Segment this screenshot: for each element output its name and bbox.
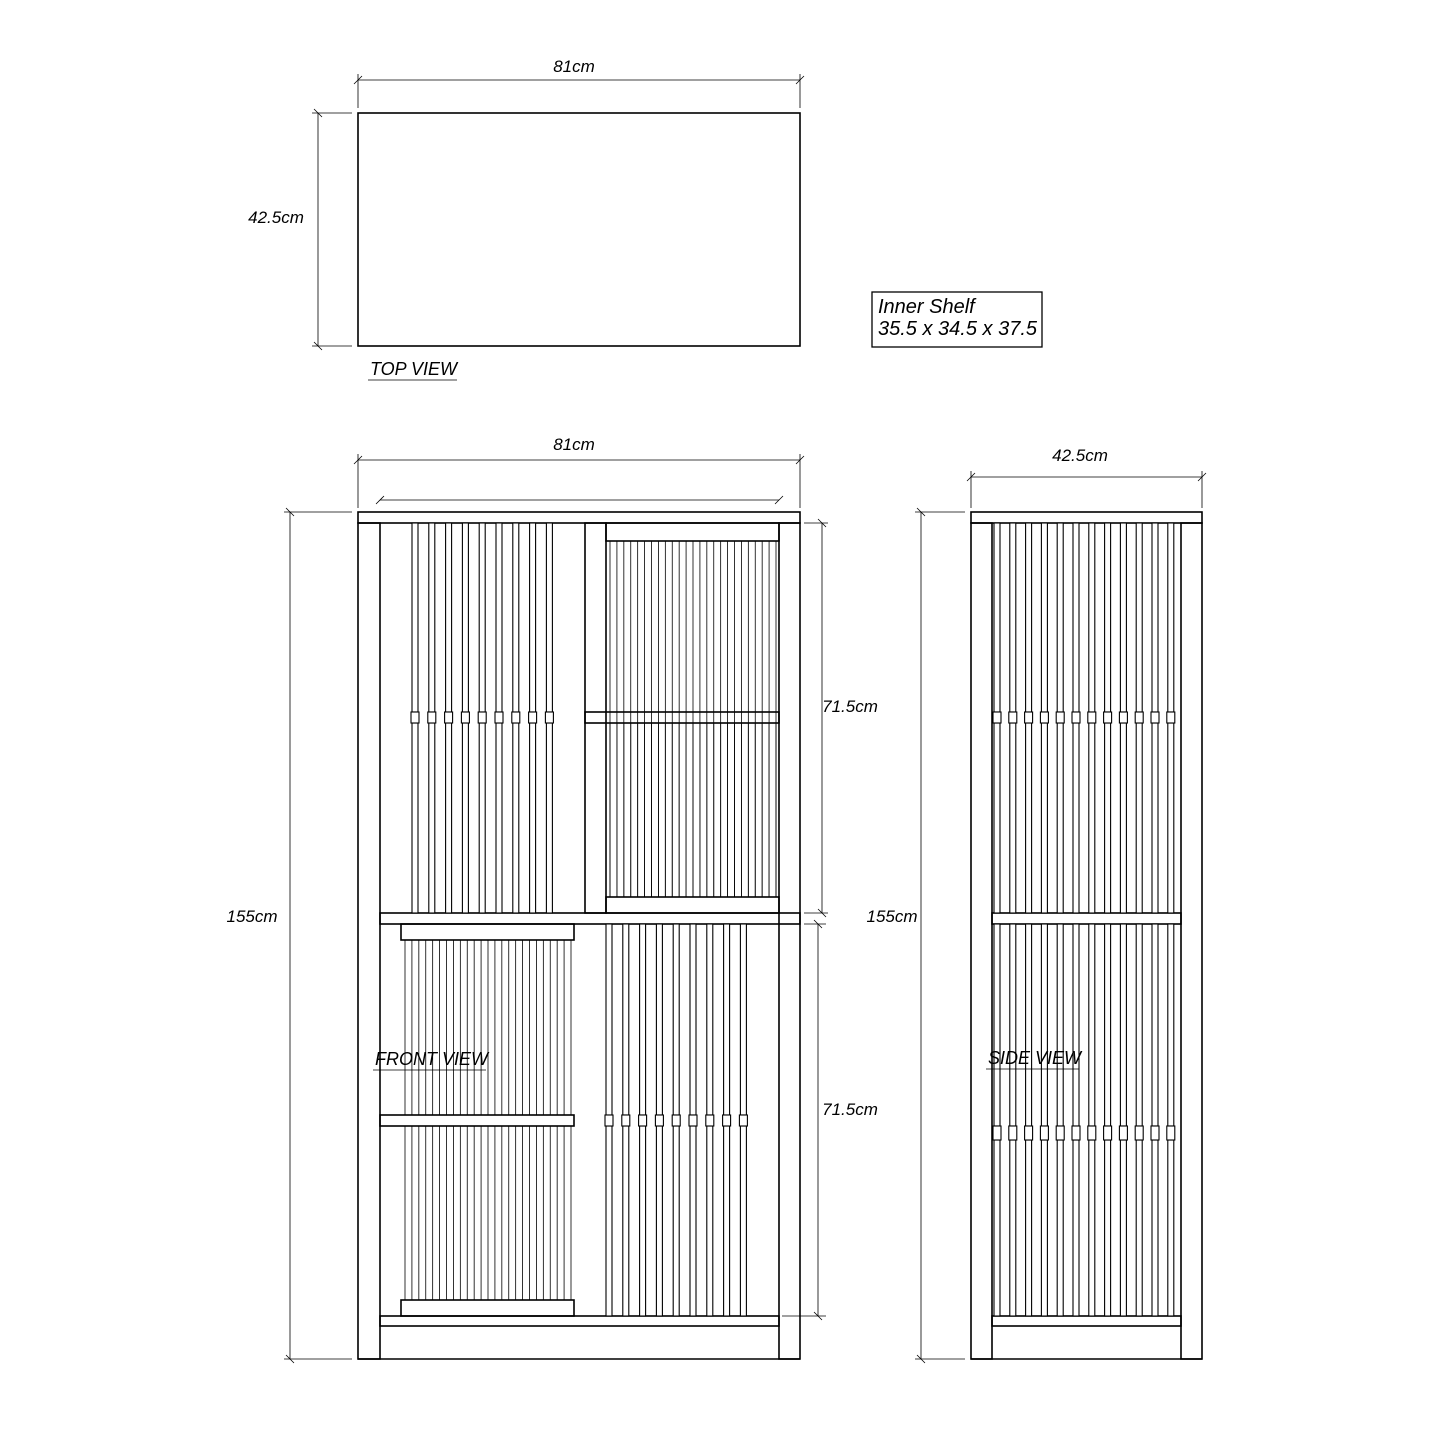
slat-bar (740, 1126, 746, 1316)
slat-bar (479, 523, 485, 712)
slat-crossbar-stub (461, 712, 469, 723)
slat-crossbar-stub (1088, 1126, 1096, 1140)
slat-bar (1152, 1140, 1158, 1316)
slat-bar (429, 723, 435, 913)
side-bottom-rail (992, 1316, 1181, 1326)
slat-crossbar-stub (639, 1115, 647, 1126)
slat-crossbar-stub (1072, 712, 1080, 723)
slat-crossbar-stub (545, 712, 553, 723)
slat-bar (1152, 523, 1158, 712)
slat-crossbar-stub (622, 1115, 630, 1126)
front-lower-section-label: 71.5cm (822, 1100, 878, 1119)
slat-crossbar-stub (706, 1115, 714, 1126)
slat-bar (1120, 723, 1126, 913)
slat-crossbar-stub (1056, 1126, 1064, 1140)
slat-bar (1041, 723, 1047, 913)
slat-bar (546, 723, 552, 913)
front-width-label: 81cm (553, 435, 595, 454)
front-upper-divider (585, 523, 606, 913)
slat-crossbar-stub (723, 1115, 731, 1126)
front-top-board (358, 512, 800, 523)
front-height-label: 155cm (226, 907, 278, 926)
slat-bar (1136, 924, 1142, 1126)
front-bottom-shelf (380, 1316, 779, 1326)
slat-crossbar-stub (1040, 1126, 1048, 1140)
slat-bar (1010, 1140, 1016, 1316)
side-height-dimension (915, 508, 965, 1363)
side-right-post (1181, 523, 1202, 1359)
slat-bar (1089, 723, 1095, 913)
slat-bar (1136, 723, 1142, 913)
slat-bar (1073, 1140, 1079, 1316)
slat-bar (994, 523, 1000, 712)
slat-bar (1041, 523, 1047, 712)
slat-bar (606, 1126, 612, 1316)
slat-bar (1041, 924, 1047, 1126)
slat-crossbar-stub (1167, 712, 1175, 723)
slat-crossbar-stub (1056, 712, 1064, 723)
slat-bar (1026, 1140, 1032, 1316)
top-view-width-dimension (354, 74, 804, 108)
slat-crossbar-stub (428, 712, 436, 723)
front-left-post (358, 523, 380, 1359)
slat-crossbar-stub (1088, 712, 1096, 723)
inner-shelf-title: Inner Shelf (878, 296, 975, 318)
slat-crossbar-stub (512, 712, 520, 723)
lower-left-door (380, 924, 574, 1316)
side-depth-label: 42.5cm (1052, 446, 1108, 465)
slat-bar (462, 523, 468, 712)
slat-crossbar-stub (1135, 712, 1143, 723)
slat-bar (623, 1126, 629, 1316)
front-upper-section-label: 71.5cm (822, 697, 878, 716)
slat-bar (530, 523, 536, 712)
slat-crossbar-stub (1040, 712, 1048, 723)
slat-crossbar-stub (689, 1115, 697, 1126)
slat-bar (1136, 523, 1142, 712)
slat-bar (724, 924, 730, 1115)
slat-bar (1073, 523, 1079, 712)
front-view-title: FRONT VIEW (375, 1049, 488, 1069)
slat-bar (546, 523, 552, 712)
slat-crossbar-stub (1104, 1126, 1112, 1140)
front-height-dimension (284, 508, 352, 1363)
inner-shelf-note (872, 292, 1042, 347)
slat-bar (1105, 924, 1111, 1126)
slat-bar (1168, 723, 1174, 913)
slat-bar (513, 723, 519, 913)
slat-bar (496, 523, 502, 712)
slat-bar (1041, 1140, 1047, 1316)
slat-bar (690, 924, 696, 1115)
front-lower-section-dimension (782, 920, 826, 1320)
slat-bar (994, 924, 1000, 1126)
slat-bar (1010, 723, 1016, 913)
slat-bar (446, 523, 452, 712)
slat-bar (656, 1126, 662, 1316)
slat-bar (656, 924, 662, 1115)
slat-crossbar-stub (1009, 712, 1017, 723)
slat-bar (1026, 924, 1032, 1126)
lower-right-door (605, 924, 747, 1316)
slat-bar (1057, 723, 1063, 913)
slat-bar (479, 723, 485, 913)
slat-bar (707, 1126, 713, 1316)
slat-bar (1168, 1140, 1174, 1316)
front-view (226, 435, 877, 1363)
slat-crossbar-stub (605, 1115, 613, 1126)
slat-bar (690, 1126, 696, 1316)
slat-bar (640, 1126, 646, 1316)
slat-crossbar-stub (1119, 712, 1127, 723)
slat-bar (1152, 924, 1158, 1126)
slat-bar (1105, 1140, 1111, 1316)
slat-bar (1120, 1140, 1126, 1316)
slat-bar (724, 1126, 730, 1316)
side-middle-rail (992, 913, 1181, 924)
slat-crossbar-stub (1167, 1126, 1175, 1140)
slat-bar (1073, 723, 1079, 913)
top-view-outline (358, 113, 800, 346)
slat-crossbar-stub (1025, 1126, 1033, 1140)
front-middle-shelf (380, 913, 800, 924)
slat-crossbar-stub (1151, 712, 1159, 723)
slat-bar (496, 723, 502, 913)
slat-bar (640, 924, 646, 1115)
side-top-board (971, 512, 1202, 523)
slat-bar (1057, 1140, 1063, 1316)
slat-crossbar-stub (478, 712, 486, 723)
slat-bar (1073, 924, 1079, 1126)
slat-bar (1010, 523, 1016, 712)
side-depth-dimension (967, 471, 1206, 508)
top-view-width-label: 81cm (553, 57, 595, 76)
top-view (248, 57, 804, 380)
slat-bar (429, 523, 435, 712)
slat-crossbar-stub (411, 712, 419, 723)
slat-bar (412, 523, 418, 712)
slat-bar (1057, 924, 1063, 1126)
slat-crossbar-stub (993, 1126, 1001, 1140)
slat-bar (1026, 523, 1032, 712)
slat-bar (412, 723, 418, 913)
slat-bar (1089, 924, 1095, 1126)
slat-bar (462, 723, 468, 913)
slat-crossbar-stub (739, 1115, 747, 1126)
slat-bar (1057, 523, 1063, 712)
slat-crossbar-stub (495, 712, 503, 723)
slat-bar (623, 924, 629, 1115)
side-left-post (971, 523, 992, 1359)
slat-bar (446, 723, 452, 913)
slat-crossbar-stub (993, 712, 1001, 723)
top-view-title: TOP VIEW (370, 359, 458, 379)
slat-crossbar-stub (672, 1115, 680, 1126)
upper-right-door (585, 523, 779, 913)
slat-bar (1168, 924, 1174, 1126)
top-view-depth-label: 42.5cm (248, 208, 304, 227)
slat-bar (673, 924, 679, 1115)
slat-crossbar-stub (1104, 712, 1112, 723)
slat-bar (1136, 1140, 1142, 1316)
slat-crossbar-stub (1025, 712, 1033, 723)
front-right-post (779, 523, 800, 1359)
side-height-label: 155cm (866, 907, 918, 926)
slat-bar (707, 924, 713, 1115)
slat-bar (1105, 723, 1111, 913)
front-width-dimension (354, 454, 804, 508)
slat-crossbar-stub (1009, 1126, 1017, 1140)
top-view-depth-dimension (312, 109, 352, 350)
slat-bar (1089, 1140, 1095, 1316)
front-upper-section-dimension (804, 519, 828, 917)
slat-bar (530, 723, 536, 913)
slat-crossbar-stub (529, 712, 537, 723)
side-slats (993, 523, 1175, 1316)
slat-bar (1120, 523, 1126, 712)
upper-left-door (411, 523, 553, 913)
slat-bar (1010, 924, 1016, 1126)
slat-bar (1152, 723, 1158, 913)
slat-bar (1026, 723, 1032, 913)
slat-bar (1105, 523, 1111, 712)
slat-bar (1168, 523, 1174, 712)
slat-bar (606, 924, 612, 1115)
slat-crossbar-stub (1151, 1126, 1159, 1140)
slat-crossbar-stub (445, 712, 453, 723)
slat-bar (740, 924, 746, 1115)
slat-bar (1089, 523, 1095, 712)
slat-crossbar-stub (1135, 1126, 1143, 1140)
side-view-title: SIDE VIEW (988, 1048, 1082, 1068)
slat-crossbar-stub (1072, 1126, 1080, 1140)
slat-bar (673, 1126, 679, 1316)
slat-bar (994, 723, 1000, 913)
side-view (866, 446, 1206, 1363)
slat-bar (1120, 924, 1126, 1126)
slat-crossbar-stub (655, 1115, 663, 1126)
slat-crossbar-stub (1119, 1126, 1127, 1140)
slat-bar (994, 1140, 1000, 1316)
inner-shelf-dimensions: 35.5 x 34.5 x 37.5 (878, 318, 1038, 340)
slat-bar (513, 523, 519, 712)
